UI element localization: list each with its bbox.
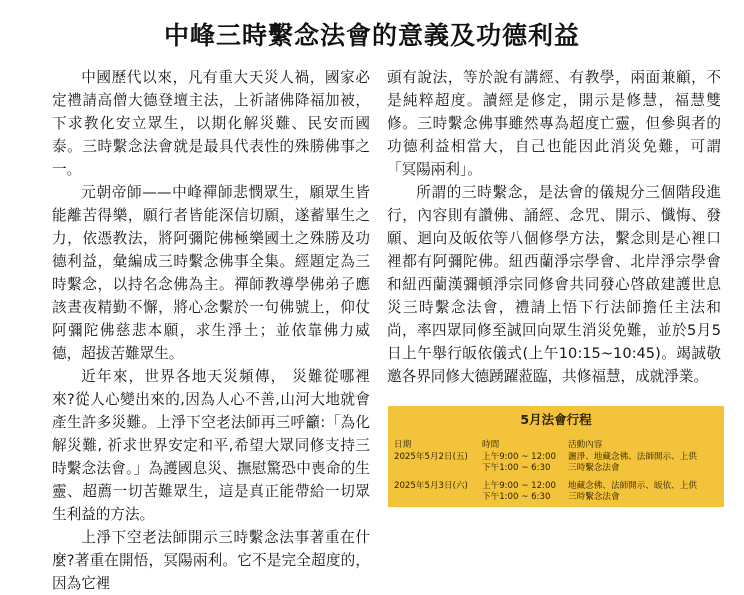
schedule-table: [394, 440, 718, 510]
schedule-date: 2025年5月3日(六): [394, 481, 468, 491]
schedule-box: [388, 406, 724, 507]
paragraph: 所謂的三時繫念，是法會的儀規分三個階段進行，內容則有讚佛、誦經、念咒、開示、懺悔、發願、迴向及皈依等八個修學方法，繫念則是心裡口裡都有阿彌陀佛。紐西蘭淨宗學會、北岸淨宗學會和紐西蘭漢彌頓淨宗同修會共同發心啓啟建護世息災三時繫念法會，禮請上悟下行法師擔任主法和尚，率四眾同修至誠回向眾生消災免難，並於5月5日上午舉行皈依儀式(上午10:15~10:45)。竭誠敬邀各界同修大德踴躍蒞臨，共修福慧，成就淨業。: [387, 184, 721, 385]
paragraph: 元朝帝師——中峰禪師悲憫眾生，願眾生皆能離苦得樂，願行者皆能深信切願，遂蓄畢生之力，依憑教法，將阿彌陀佛極樂國土之殊勝及功德利益，彙編成三時繫念佛事全集。經題定為三時繫念，以持名念佛為主。禪師教導學佛弟子應該晝夜精勤不懈，將心念繫於一句佛號上，仰仗阿彌陀佛慈悲本願，求生淨土；並依靠佛力威德，超拔苦難眾生。: [52, 184, 370, 362]
article-title: 中峰三時繫念法會的意義及功德利益: [163, 21, 580, 50]
schedule-row: [394, 452, 718, 481]
paragraph: 頭有說法，等於說有講經、有教學，兩面兼顧，不是純粹超度。讀經是修定，開示是修慧，福慧雙修。三時繫念佛事雖然專為超度亡靈，但參與者的功德利益相當大，自己也能因此消災免難，可謂「冥陽兩利」。: [387, 69, 721, 178]
schedule-activity: [568, 481, 718, 510]
activity-morning: 灑淨、地藏念佛、法師開示、上供: [568, 452, 697, 462]
header-time: 時間: [482, 440, 500, 450]
time-morning: 上午9:00 ~ 12:00: [482, 452, 556, 462]
paragraph: 上淨下空老法師開示三時繫念法事著重在什麼?著重在開悟，冥陽兩利。它不是完全超度的，因為它裡: [52, 529, 370, 592]
schedule-time: [482, 452, 568, 481]
schedule-header-row: [394, 440, 718, 452]
schedule-time: [482, 481, 568, 510]
activity-morning: 地藏念佛、法師開示、皈依、上供: [568, 481, 697, 491]
schedule-activity: [568, 452, 718, 481]
time-afternoon: 下午1:00 ~ 6:30: [482, 463, 551, 473]
time-morning: 上午9:00 ~ 12:00: [482, 481, 556, 491]
header-activity: 活動內容: [568, 440, 603, 450]
activity-afternoon: 三時繫念法會: [568, 492, 620, 502]
paragraph: 中國歷代以來，凡有重大天災人禍，國家必定禮請高僧大德登壇主法，上祈諸佛降福加被，下求教化安立眾生，以期化解災難、民安而國泰。三時繫念法會就是最具代表性的殊勝佛事之一。: [52, 69, 370, 178]
schedule-title: 5月法會行程: [520, 412, 592, 427]
activity-afternoon: 三時繫念法會: [568, 463, 620, 473]
schedule-date: 2025年5月2日(五): [394, 452, 468, 462]
right-column: [387, 66, 721, 388]
left-column: [52, 66, 370, 595]
time-afternoon: 下午1:00 ~ 6:30: [482, 492, 551, 502]
paragraph: 近年來，世界各地天災頻傳， 災難從哪裡來?從人心變出來的,因為人心不善,山河大地就會產生許多災難。上淨下空老法師再三呼籲:「為化解災難, 祈求世界安定和平,希望大眾同修支持三時繫念法會。」為護國息災、撫慰驚恐中喪命的生靈、超薦一切苦難眾生，這是真正能帶給一切眾生利益的方法。: [52, 368, 370, 523]
header-date: 日期: [394, 440, 412, 450]
schedule-row: [394, 481, 718, 510]
